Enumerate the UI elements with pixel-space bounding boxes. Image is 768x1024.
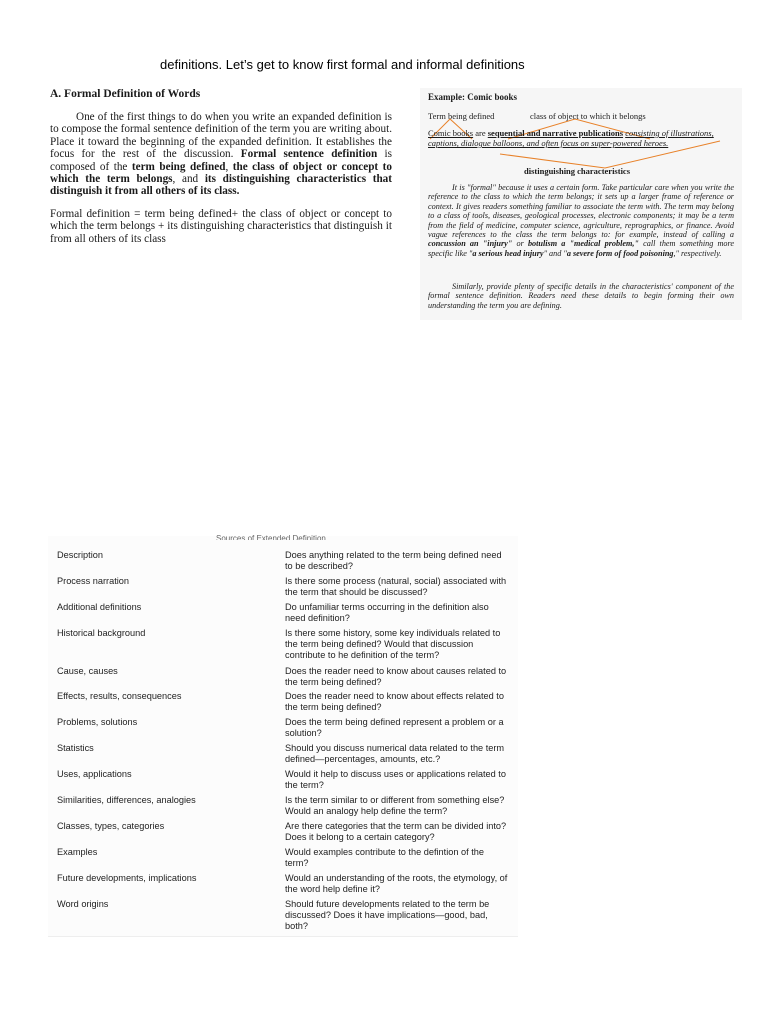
p1-bold-class: the class of object or concept to which the term belongs <box>50 160 392 186</box>
para1-f: a serious head injury <box>472 248 544 258</box>
row-question: Would it help to discuss uses or applications related to the term? <box>285 769 506 790</box>
row-source-label: Cause, causes <box>57 666 118 676</box>
row-question: Does the reader need to know about causes related to the term being defined? <box>285 666 507 687</box>
row-question: Would examples contribute to the defintion of the term? <box>285 847 485 868</box>
para1-g: " and " <box>543 248 567 258</box>
para1-c: or <box>512 239 528 249</box>
para1-a: It is "formal" because it uses a certain form. Take particular care when you write the reference to the class to which the term belongs; it sets up a larger frame of reference or context. It gives readers something familiar to associate the term with. The term may belong to a class of tools, diseases, geological processes, electronic components; it may be a term from the field of medicine, computer science, agriculture, reprographics, or finance. Avoid vague references to the class the term belongs to: for example, instead of calling a <box>428 183 734 240</box>
row-source-label: Word origins <box>57 899 109 909</box>
label-class-of-object: class of object to which it belongs <box>530 111 646 121</box>
formal-definition-section <box>50 88 392 255</box>
intro-line: definitions. Let’s get to know first formal and informal definitions <box>160 57 525 72</box>
def-are: are <box>473 128 488 138</box>
section-heading: A. Formal Definition of Words <box>50 88 201 100</box>
label-term-being-defined: Term being defined <box>428 111 495 121</box>
example-definition <box>428 128 734 148</box>
row-source-label: Examples <box>57 847 98 857</box>
table-header-cut: Sources of Extended Definition <box>216 534 326 540</box>
row-source-label: Similarities, differences, analogies <box>57 795 196 805</box>
row-source-label: Problems, solutions <box>57 717 138 727</box>
row-source-label: Statistics <box>57 743 94 753</box>
para1-d: botulism a "medical problem," <box>527 239 639 249</box>
formal-paragraph-1 <box>50 111 392 198</box>
row-question: Is the term similar to or different from something else? Would an analogy help define the term? <box>285 795 505 816</box>
row-source-label: Description <box>57 550 103 560</box>
row-source-label: Effects, results, consequences <box>57 691 182 701</box>
row-question: Does anything related to the term being defined need to be described? <box>285 550 502 571</box>
row-question: Would an understanding of the roots, the etymology, of the word help define it? <box>285 873 508 894</box>
row-source-label: Additional definitions <box>57 602 142 612</box>
def-term: Comic books <box>428 128 474 138</box>
p1-bold-term: term being defined <box>131 160 226 173</box>
example-paragraph-1 <box>428 183 734 258</box>
row-source-label: Process narration <box>57 576 130 586</box>
row-question: Does the reader need to know about effects related to the term being defined? <box>285 691 504 712</box>
row-question: Does the term being defined represent a problem or a solution? <box>285 717 504 738</box>
para1-e: call them something more specific like " <box>428 239 734 258</box>
row-question: Do unfamiliar terms occurring in the definition also need definition? <box>285 602 489 623</box>
p1-bold-characteristics: its distinguishing characteristics that distinguish it from all others of its class. <box>50 173 392 198</box>
row-question: Are there categories that the term can be divided into? Does it belong to a certain category? <box>285 821 507 842</box>
example-paragraph-2: Similarly, provide plenty of specific details in the characteristics' component of the formal sentence definition. Readers need these details to begin forming their own understanding the term you are defining. <box>428 282 734 310</box>
def-class: sequential and narrative publications <box>487 128 624 138</box>
row-question: Should you discuss numerical data related to the term defined—percentages, amounts, etc.? <box>285 743 505 764</box>
p1-text-c: is composed of the <box>50 148 393 173</box>
p1-text-g: , and <box>172 173 205 186</box>
def-distinguishing: consisting of illustrations, captions, dialogue balloons, and often focus on super-powered heroes. <box>428 128 714 148</box>
extended-definition-table <box>48 536 518 937</box>
p1-text-a: One of the first things to do when you write an expanded definition is to compose the formal sentence definition of the term you are writing about. Place it toward the beginning of the expanded definition. It establishes the focus for the rest of the discussion. <box>50 111 392 161</box>
row-question: Should future developments related to the term be discussed? Does it have implications—good, bad, both? <box>285 899 490 931</box>
para1-h: a severe form of food poisoning <box>566 248 674 258</box>
row-question: Is there some process (natural, social) associated with the term that should be discussed? <box>285 576 507 597</box>
row-source-label: Historical background <box>57 628 146 638</box>
p1-text-e: , <box>225 160 233 173</box>
example-panel <box>420 88 742 320</box>
row-source-label: Uses, applications <box>57 769 132 779</box>
row-question: Is there some history, some key individuals related to the term being defined? Would that discussion contribute to he definition of the term? <box>285 628 501 660</box>
para1-b: concussion an "injury" <box>428 239 513 249</box>
example-title: Example: Comic books <box>428 92 518 102</box>
label-distinguishing-characteristics: distinguishing characteristics <box>524 166 631 176</box>
row-source-label: Classes, types, categories <box>57 821 165 831</box>
row-source-label: Future developments, implications <box>57 873 197 883</box>
p1-bold-formal-sentence: Formal sentence definition <box>240 148 378 161</box>
para1-i: ," respectively. <box>673 248 722 258</box>
formal-paragraph-2: Formal definition = term being defined+ the class of object or concept to which the term belongs + its distinguishing characteristics that distinguish it from all others of its class <box>50 207 392 245</box>
